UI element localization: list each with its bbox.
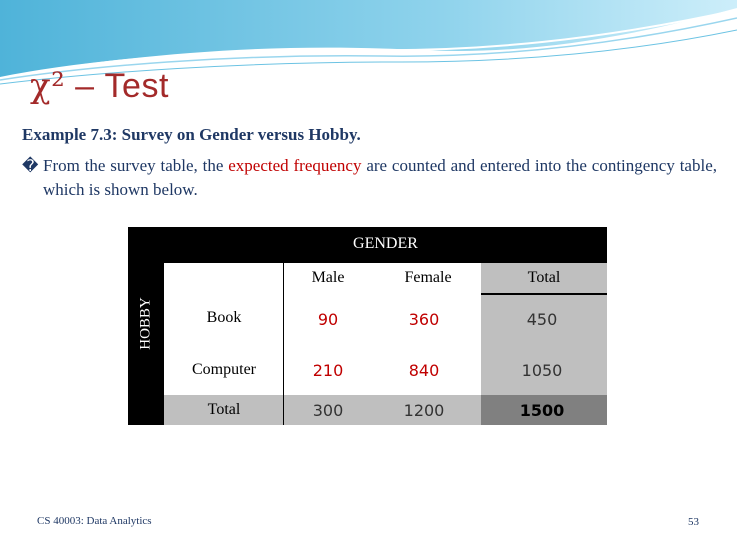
col-header-total: Total [527, 269, 561, 286]
slide-title [30, 66, 169, 106]
cell-book-female: 360 [408, 310, 440, 329]
row-label-book: Book [206, 309, 242, 326]
contingency-table [128, 227, 607, 425]
cell-book-male: 90 [317, 310, 339, 329]
cell-computer-female: 840 [408, 361, 440, 380]
gender-header: GENDER [353, 235, 418, 252]
example-heading: Example 7.3: Survey on Gender versus Hobby. [22, 125, 361, 144]
row-label-computer: Computer [192, 361, 256, 378]
grid-line [283, 263, 284, 425]
title-text: – Test [65, 67, 169, 105]
cell-total-female: 1200 [403, 401, 445, 420]
grid-line [481, 293, 607, 295]
cell-grand-total: 1500 [519, 401, 565, 420]
col-header-female: Female [404, 269, 452, 286]
chi-square-symbol: χ² [30, 66, 66, 106]
bullet-highlight: expected frequency [228, 156, 362, 175]
footer-course: CS 40003: Data Analytics [37, 515, 152, 527]
cell-book-total: 450 [526, 310, 558, 329]
bullet-text-pre: From the survey table, the [43, 156, 229, 175]
cell-computer-male: 210 [312, 361, 344, 380]
bullet-icon: � [22, 156, 39, 175]
col-header-male: Male [311, 269, 345, 286]
row-label-total: Total [207, 401, 241, 418]
bullet-paragraph [22, 154, 717, 202]
hobby-header: HOBBY [137, 297, 154, 350]
cell-total-male: 300 [312, 401, 344, 420]
cell-computer-total: 1050 [521, 361, 563, 380]
bullet-text [43, 154, 717, 202]
page-number: 53 [688, 516, 699, 528]
bullet-text-post: are counted and entered into the contingency table, which is shown below. [43, 156, 717, 199]
